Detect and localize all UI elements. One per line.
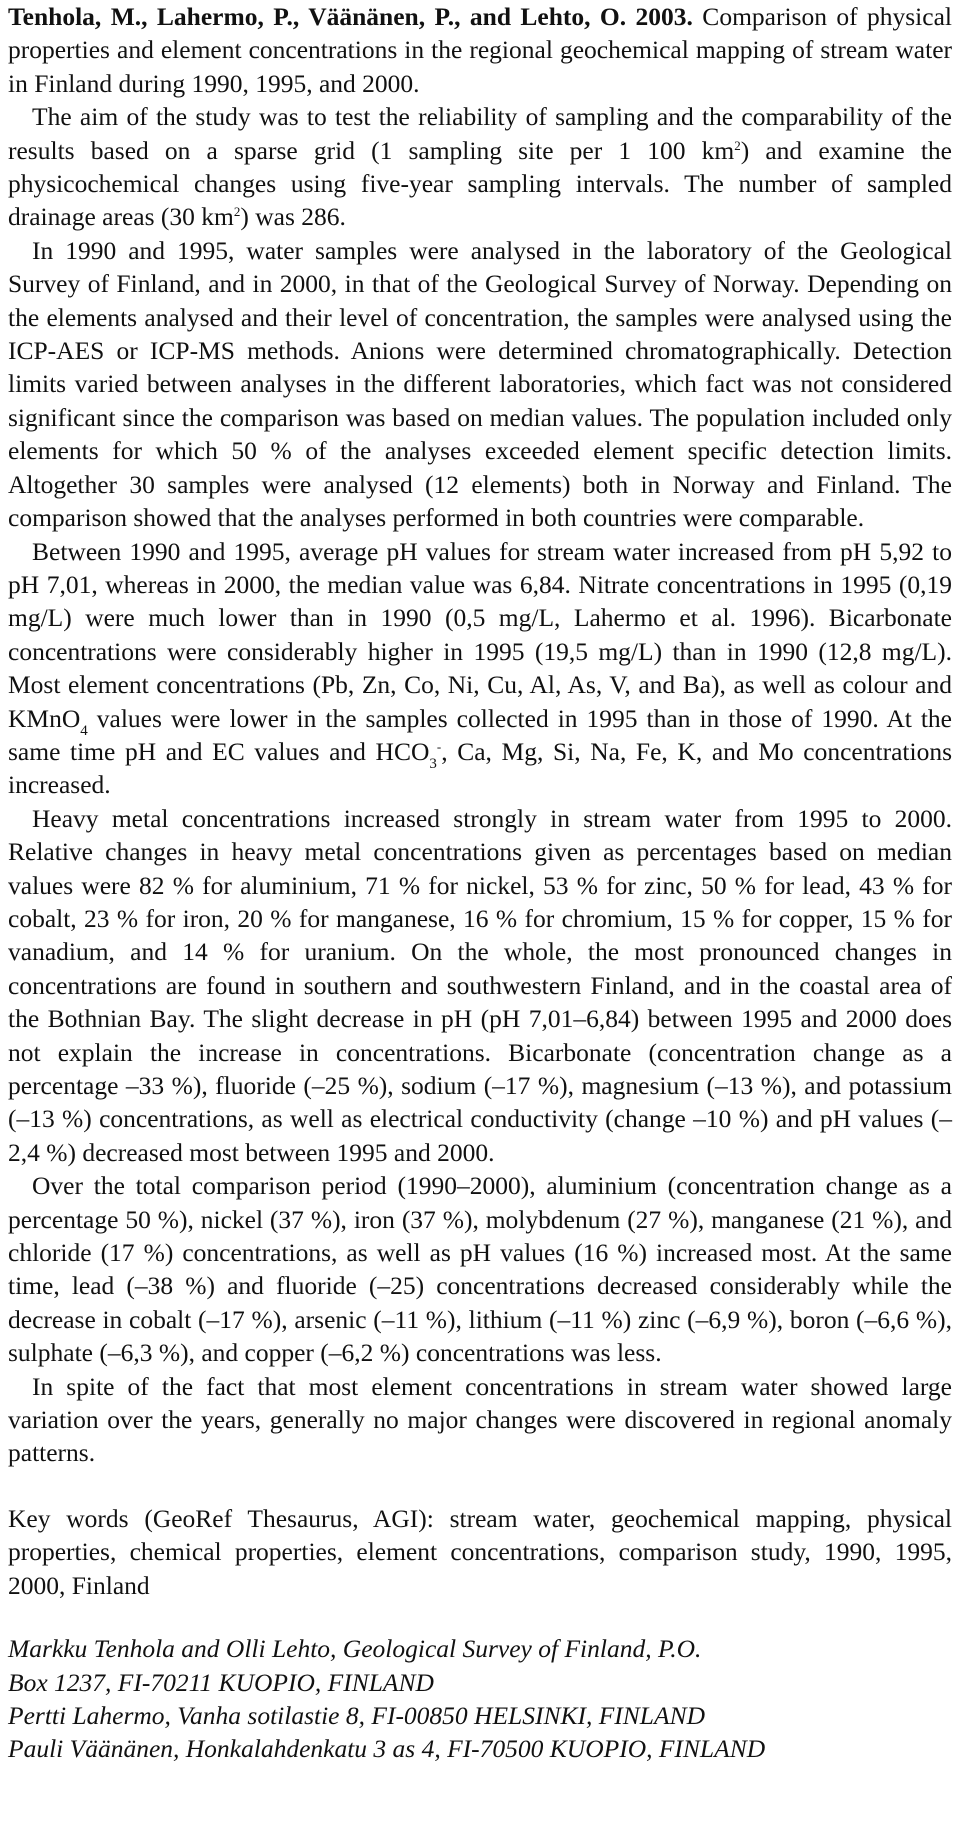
subscript: 3 [429,755,437,772]
superscript: - [436,738,442,754]
address-line: Markku Tenhola and Olli Lehto, Geological Survey of Finland, P.O. [8,1634,702,1664]
paragraph-conclusion: In spite of the fact that most element concentrations in stream water showed large variation over the years, generally no major changes were discovered in regional anomaly patterns. [8,1371,952,1468]
paragraph-1990-1995 [8,535,952,802]
paragraph-aim-text-2: ) and examine the physicochemical changes using five-year sampling intervals. The number of sampled drainage areas (30 km [8,135,952,232]
subscript: 4 [80,722,88,739]
paragraph-1990-1995-text-3: , Ca, Mg, Si, Na, Fe, K, and Mo concentrations increased. [8,736,952,800]
paragraph-aim [8,100,952,234]
address-line: Pertti Lahermo, Vanha sotilastie 8, FI-00850 HELSINKI, FINLAND [8,1700,705,1730]
citation [8,0,952,100]
citation-authors: Tenhola, M., Lahermo, P., Väänänen, P., and Lehto, O. 2003. [8,2,693,31]
paragraph-1990-1995-text-1: Between 1990 and 1995, average pH values for stream water increased from pH 5,92 to pH 7,01, whereas in 2000, the median value was 6,84. Nitrate concentrations in 1995 (0,19 mg/L) were much lower than in 1990 (0,5 mg/L, Lahermo et al. 1996). Bicarbonate concentrations were considerably higher in 1995 (19,5 mg/L) than in 1990 (12,8 mg/L). Most element concentrations (Pb, Zn, Co, Ni, Cu, Al, As, V, and Ba), as well as colour and KMnO [8,536,952,733]
paragraph-aim-text-1: The aim of the study was to test the reliability of sampling and the comparability of the results based on a sparse grid (1 sampling site per 1 100 km [8,102,952,165]
paragraph-1990-1995-text-2: values were lower in the samples collected in 1995 than in those of 1990. At the same time pH and EC values and HCO [8,703,952,766]
abstract-page [8,0,952,1766]
paragraph-aim-text-3: ) was 286. [240,202,346,232]
author-addresses [8,1632,952,1766]
address-line: Pauli Väänänen, Honkalahdenkatu 3 as 4, FI-70500 KUOPIO, FINLAND [8,1734,766,1764]
citation-title: Comparison of physical properties and element concentrations in the regional geochemical mapping of stream water in Finland during 1990, 1995, and 2000. [8,2,952,98]
keywords: Key words (GeoRef Thesaurus, AGI): stream water, geochemical mapping, physical properties, chemical properties, element concentrations, comparison study, 1990, 1995, 2000, Finland [8,1503,952,1600]
superscript: 2 [734,137,741,153]
paragraph-methods: In 1990 and 1995, water samples were analysed in the laboratory of the Geological Survey of Finland, and in 2000, in that of the Geological Survey of Norway. Depending on the elements analysed and their level of concentration, the samples were analysed using the ICP-AES or ICP-MS methods. Anions were determined chromatographically. Detection limits varied between analyses in the different laboratories, which fact was not considered significant since the comparison was based on median values. The population included only elements for which 50 % of the analyses exceeded element specific detection limits. Altogether 30 samples were analysed (12 elements) both in Norway and Finland. The comparison showed that the analyses performed in both countries were comparable. [8,235,952,533]
superscript: 2 [233,204,241,220]
address-line: Box 1237, FI-70211 KUOPIO, FINLAND [8,1667,434,1697]
paragraph-total-period: Over the total comparison period (1990–2000), aluminium (concentration change as a percentage 50 %), nickel (37 %), iron (37 %), molybdenum (27 %), manganese (21 %), and chloride (17 %) concentrations, as well as pH values (16 %) increased most. At the same time, lead (–38 %) and fluoride (–25) concentrations decreased considerably while the decrease in cobalt (–17 %), arsenic (–11 %), lithium (–11 %) zinc (–6,9 %), boron (–6,6 %), sulphate (–6,3 %), and copper (–6,2 %) concentrations was less. [8,1171,952,1368]
paragraph-heavy-metals: Heavy metal concentrations increased strongly in stream water from 1995 to 2000. Relative changes in heavy metal concentrations given as percentages based on median values were 82 % for aluminium, 71 % for nickel, 53 % for zinc, 50 % for lead, 43 % for cobalt, 23 % for iron, 20 % for manganese, 16 % for chromium, 15 % for copper, 15 % for vanadium, and 14 % for uranium. On the whole, the most pronounced changes in concentrations are found in southern and southwestern Finland, and in the coastal area of the Bothnian Bay. The slight decrease in pH (pH 7,01–6,84) between 1995 and 2000 does not explain the increase in concentrations. Bicarbonate (concentration change as a percentage –33 %), fluoride (–25 %), sodium (–17 %), magnesium (–13 %), and potassium (–13 %) concentrations, as well as electrical conductivity (change –10 %) and pH values (–2,4 %) decreased most between 1995 and 2000. [8,803,952,1167]
